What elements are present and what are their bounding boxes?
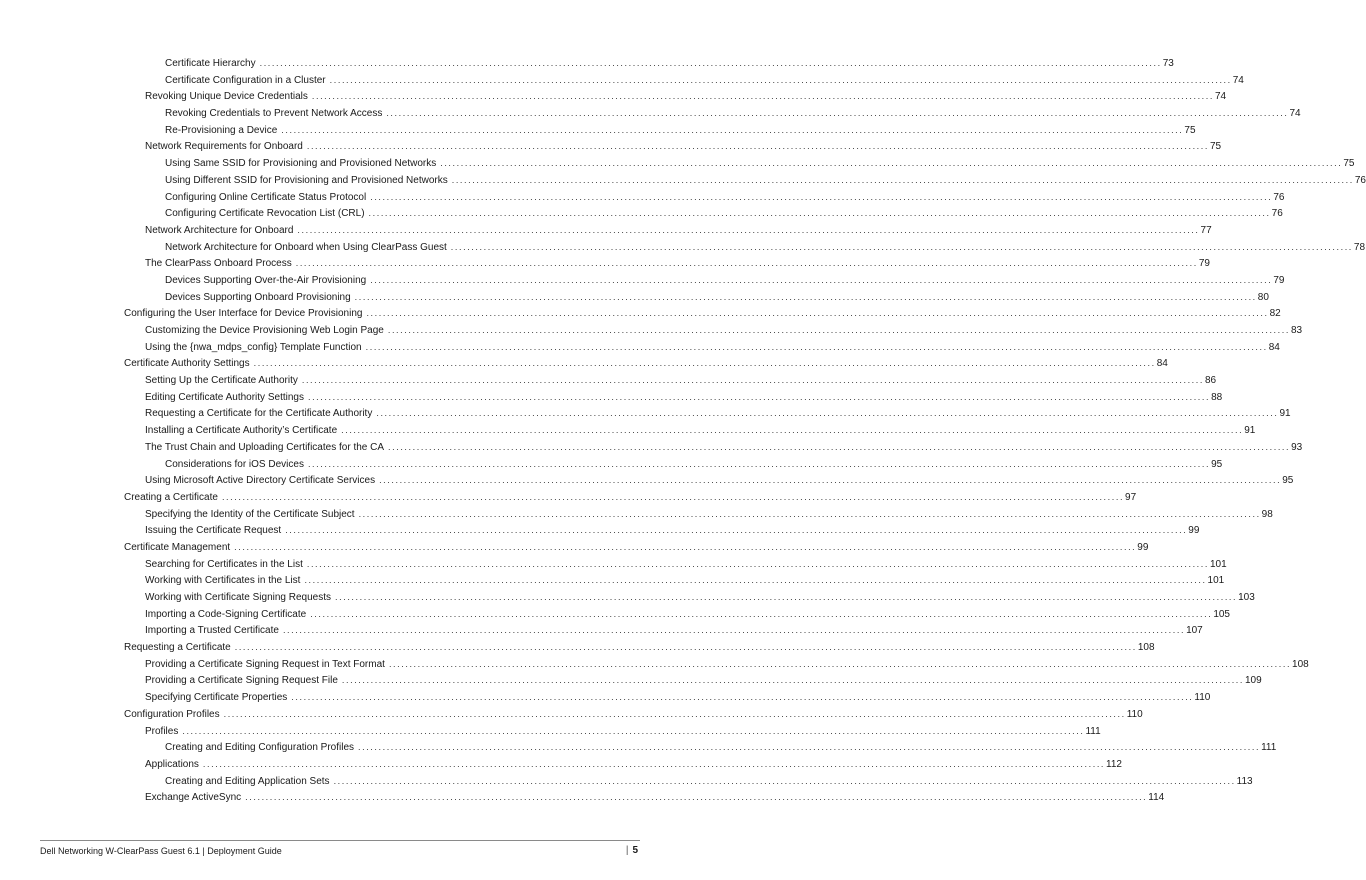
dot-leader: ............................................................................................................................................................................................................................: [358, 508, 1261, 519]
toc-entry[interactable]: [124, 706, 1143, 723]
dot-leader: ............................................................................................................................................................................................................................: [304, 575, 1207, 586]
dot-leader: ............................................................................................................................................................................................................................: [307, 458, 1211, 469]
toc-entry[interactable]: [124, 255, 1210, 272]
toc-entry[interactable]: [124, 322, 1303, 339]
toc-entry-page[interactable]: 110: [1194, 692, 1211, 704]
dot-leader: ............................................................................................................................................................................................................................: [440, 158, 1343, 169]
toc-entry-page[interactable]: 111: [1261, 742, 1277, 754]
toc-entry-title[interactable]: Customizing the Device Provisioning Web Login Page: [145, 325, 384, 336]
dot-leader: ............................................................................................................................................................................................................................: [259, 58, 1162, 68]
toc-entry[interactable]: [124, 155, 1355, 172]
toc-entry-page[interactable]: 74: [1289, 108, 1301, 120]
toc-entry-title[interactable]: Creating and Editing Configuration Profiles: [165, 742, 354, 754]
toc-entry[interactable]: [124, 472, 1294, 489]
toc-entry[interactable]: [124, 72, 1244, 89]
dot-leader: ............................................................................................................................................................................................................................: [295, 258, 1198, 269]
toc-entry[interactable]: [124, 272, 1285, 289]
toc-entry-title[interactable]: Devices Supporting Onboard Provisioning: [165, 291, 351, 303]
footer-page: [626, 845, 638, 856]
toc-entry-page[interactable]: 93: [1291, 441, 1303, 453]
dot-leader: ............................................................................................................................................................................................................................: [451, 174, 1354, 185]
toc-entry[interactable]: [124, 305, 1281, 322]
dot-leader: ............................................................................................................................................................................................................................: [245, 792, 1148, 803]
dot-leader: ............................................................................................................................................................................................................................: [221, 491, 1125, 502]
toc-entry-page[interactable]: 105: [1213, 608, 1230, 620]
toc-entry-title[interactable]: Importing a Trusted Certificate: [145, 625, 279, 637]
toc-entry-page[interactable]: 91: [1279, 408, 1291, 420]
dot-leader: ............................................................................................................................................................................................................................: [386, 108, 1289, 119]
dot-leader: ............................................................................................................................................................................................................................: [450, 241, 1353, 252]
dot-leader: ............................................................................................................................................................................................................................: [358, 742, 1261, 753]
toc-entry-page[interactable]: 86: [1204, 375, 1217, 387]
toc-entry-page[interactable]: 78: [1353, 241, 1366, 253]
toc-entry[interactable]: [124, 506, 1273, 523]
toc-entry-title[interactable]: Requesting a Certificate for the Certificate Authority: [145, 408, 373, 420]
toc-entry-title[interactable]: Specifying the Identity of the Certificate Subject: [145, 508, 355, 520]
toc-entry[interactable]: [124, 372, 1217, 389]
dot-leader: ............................................................................................................................................................................................................................: [341, 675, 1244, 686]
toc-entry[interactable]: [124, 172, 1366, 189]
toc-entry-title[interactable]: Network Requirements for Onboard: [145, 141, 303, 153]
toc-entry[interactable]: [124, 606, 1230, 623]
toc-entry-title[interactable]: Applications: [145, 758, 199, 770]
toc-entry-title[interactable]: Considerations for iOS Devices: [165, 458, 304, 470]
dot-leader: ............................................................................................................................................................................................................................: [370, 191, 1273, 202]
toc-entry-page[interactable]: 99: [1188, 525, 1200, 537]
dot-leader: ............................................................................................................................................................................................................................: [365, 341, 1268, 352]
toc-entry-page[interactable]: 83: [1290, 325, 1303, 336]
toc-entry-page[interactable]: 76: [1271, 208, 1283, 220]
dot-leader: ............................................................................................................................................................................................................................: [341, 425, 1244, 436]
toc-entry-page[interactable]: 107: [1186, 625, 1203, 637]
toc-entry-title[interactable]: Exchange ActiveSync: [145, 792, 242, 804]
toc-entry-title[interactable]: Importing a Code-Signing Certificate: [145, 608, 307, 620]
dot-leader: ............................................................................................................................................................................................................................: [329, 74, 1232, 85]
toc-entry[interactable]: [124, 138, 1222, 155]
toc-entry-title[interactable]: Requesting a Certificate: [124, 642, 231, 654]
toc-entry-page[interactable]: 74: [1232, 74, 1244, 86]
dot-leader: ............................................................................................................................................................................................................................: [281, 124, 1184, 135]
toc-entry[interactable]: [124, 572, 1225, 589]
toc-entry[interactable]: [124, 422, 1256, 439]
dot-leader: ............................................................................................................................................................................................................................: [307, 391, 1211, 402]
toc-entry-page[interactable]: 80: [1257, 291, 1269, 303]
toc-entry[interactable]: [124, 389, 1223, 406]
toc-entry-title[interactable]: Using Microsoft Active Directory Certificate Services: [145, 475, 376, 487]
toc-entry-title[interactable]: Issuing the Certificate Request: [145, 525, 282, 537]
dot-leader: ............................................................................................................................................................................................................................: [234, 642, 1137, 653]
toc-entry-title[interactable]: Configuring Certificate Revocation List (CRL): [165, 208, 365, 220]
dot-leader: ............................................................................................................................................................................................................................: [310, 608, 1213, 619]
toc-entry[interactable]: [124, 672, 1262, 689]
toc-entry[interactable]: [124, 773, 1253, 790]
dot-leader: ............................................................................................................................................................................................................................: [388, 658, 1292, 669]
toc-entry-page[interactable]: 88: [1211, 391, 1223, 403]
toc-entry-title[interactable]: Configuring Online Certificate Status Protocol: [165, 191, 367, 203]
dot-leader: ............................................................................................................................................................................................................................: [223, 708, 1126, 719]
toc-entry-title[interactable]: Working with Certificates in the List: [145, 575, 301, 587]
dot-leader: ............................................................................................................................................................................................................................: [311, 91, 1214, 102]
toc-entry[interactable]: [124, 489, 1137, 506]
dot-leader: ............................................................................................................................................................................................................................: [301, 375, 1204, 386]
toc-entry-title[interactable]: The ClearPass Onboard Process: [145, 258, 292, 270]
toc-entry-title[interactable]: Devices Supporting Over-the-Air Provisioning: [165, 274, 367, 286]
dot-leader: ............................................................................................................................................................................................................................: [253, 358, 1156, 369]
toc-entry-title[interactable]: Searching for Certificates in the List: [145, 558, 303, 570]
toc-entry-page[interactable]: 75: [1343, 158, 1355, 170]
toc-entry[interactable]: [124, 723, 1101, 740]
toc-entry[interactable]: [124, 289, 1269, 306]
toc-entry-page[interactable]: 103: [1238, 592, 1255, 603]
dot-leader: ............................................................................................................................................................................................................................: [388, 441, 1291, 452]
toc-entry-page[interactable]: 113: [1236, 775, 1253, 787]
footer-separator: |: [625, 845, 629, 856]
toc-entry-title[interactable]: Editing Certificate Authority Settings: [145, 391, 304, 403]
footer-doc-title: Dell Networking W-ClearPass Guest 6.1 | Deployment Guide: [40, 846, 282, 856]
toc-entry-title[interactable]: Providing a Certificate Signing Request in Text Format: [145, 658, 385, 670]
toc-entry-page[interactable]: 75: [1209, 141, 1222, 153]
toc-entry[interactable]: [124, 589, 1255, 606]
toc-entry-title[interactable]: Setting Up the Certificate Authority: [145, 375, 298, 387]
toc-entry-title[interactable]: Revoking Unique Device Credentials: [145, 91, 308, 103]
toc-entry-page[interactable]: 111: [1085, 725, 1101, 737]
toc-entry-title[interactable]: Creating a Certificate: [124, 491, 218, 503]
dot-leader: ............................................................................................................................................................................................................................: [333, 775, 1236, 786]
dot-leader: ............................................................................................................................................................................................................................: [182, 725, 1085, 736]
toc-entry-title[interactable]: Specifying Certificate Properties: [145, 692, 288, 704]
toc-entry-title[interactable]: Profiles: [145, 725, 179, 737]
dot-leader: ............................................................................................................................................................................................................................: [297, 224, 1200, 235]
toc-entry[interactable]: [124, 239, 1366, 256]
table-of-contents: [124, 55, 1366, 806]
toc-entry-title[interactable]: Certificate Hierarchy: [165, 58, 256, 69]
toc-entry-title[interactable]: Working with Certificate Signing Requests: [145, 592, 332, 603]
dot-leader: ............................................................................................................................................................................................................................: [370, 274, 1273, 285]
toc-entry[interactable]: [124, 622, 1203, 639]
dot-leader: ............................................................................................................................................................................................................................: [387, 325, 1290, 335]
toc-entry-page[interactable]: 97: [1125, 491, 1137, 503]
toc-entry-title[interactable]: Using the {nwa_mdps_config} Template Function: [145, 341, 362, 353]
footer-divider: [40, 840, 640, 841]
toc-entry-page[interactable]: 77: [1200, 224, 1212, 236]
toc-entry-page[interactable]: 109: [1245, 675, 1262, 687]
dot-leader: ............................................................................................................................................................................................................................: [285, 525, 1188, 536]
toc-entry[interactable]: [124, 456, 1223, 473]
toc-entry-page[interactable]: 108: [1137, 642, 1155, 654]
toc-entry-page[interactable]: 110: [1126, 708, 1143, 720]
toc-entry-page[interactable]: 84: [1268, 341, 1280, 353]
toc-entry-page[interactable]: 101: [1209, 558, 1227, 570]
footer-page-number: 5: [632, 845, 638, 856]
toc-entry-page[interactable]: 84: [1156, 358, 1168, 370]
toc-entry-title[interactable]: Certificate Management: [124, 541, 231, 553]
toc-entry-title[interactable]: Using Different SSID for Provisioning and Provisioned Networks: [165, 174, 448, 186]
toc-entry-title[interactable]: Network Architecture for Onboard: [145, 224, 294, 236]
toc-entry-title[interactable]: Configuration Profiles: [124, 708, 220, 720]
toc-entry[interactable]: [124, 122, 1196, 139]
toc-entry[interactable]: [124, 789, 1165, 806]
toc-entry-title[interactable]: Installing a Certificate Authority’s Certificate: [145, 425, 338, 437]
toc-entry[interactable]: [124, 756, 1122, 773]
toc-entry-page[interactable]: 101: [1207, 575, 1225, 587]
toc-entry[interactable]: [124, 739, 1277, 756]
toc-entry[interactable]: [124, 339, 1280, 356]
toc-entry-page[interactable]: 82: [1269, 308, 1281, 320]
toc-entry[interactable]: [124, 222, 1212, 239]
toc-entry-page[interactable]: 108: [1292, 658, 1309, 670]
dot-leader: ............................................................................................................................................................................................................................: [306, 141, 1209, 152]
toc-entry[interactable]: [124, 522, 1200, 539]
toc-entry[interactable]: [124, 639, 1155, 656]
toc-entry-title[interactable]: Providing a Certificate Signing Request File: [145, 675, 338, 687]
dot-leader: ............................................................................................................................................................................................................................: [202, 758, 1106, 769]
toc-entry-title[interactable]: Using Same SSID for Provisioning and Provisioned Networks: [165, 158, 437, 170]
toc-entry[interactable]: [124, 88, 1227, 105]
toc-entry-page[interactable]: 73: [1162, 58, 1174, 69]
toc-entry-page[interactable]: 75: [1184, 124, 1196, 136]
toc-entry-title[interactable]: The Trust Chain and Uploading Certificates for the CA: [145, 441, 385, 453]
toc-entry[interactable]: [124, 105, 1301, 122]
toc-entry[interactable]: [124, 689, 1211, 706]
dot-leader: ............................................................................................................................................................................................................................: [335, 592, 1238, 602]
toc-entry[interactable]: [124, 539, 1149, 556]
toc-entry[interactable]: [124, 405, 1291, 422]
toc-entry-title[interactable]: Certificate Configuration in a Cluster: [165, 74, 326, 86]
toc-entry[interactable]: [124, 556, 1227, 573]
toc-entry-page[interactable]: 79: [1198, 258, 1210, 270]
toc-entry-title[interactable]: Revoking Credentials to Prevent Network Access: [165, 108, 383, 120]
dot-leader: ............................................................................................................................................................................................................................: [234, 541, 1137, 552]
toc-entry-page[interactable]: 99: [1137, 541, 1149, 553]
toc-entry-page[interactable]: 112: [1106, 758, 1122, 770]
toc-entry-title[interactable]: Certificate Authority Settings: [124, 358, 250, 370]
toc-entry-title[interactable]: Creating and Editing Application Sets: [165, 775, 330, 787]
dot-leader: ............................................................................................................................................................................................................................: [376, 408, 1279, 419]
toc-entry[interactable]: [124, 355, 1168, 372]
toc-entry-page[interactable]: 91: [1244, 425, 1256, 437]
toc-entry[interactable]: [124, 439, 1303, 456]
toc-entry-page[interactable]: 79: [1273, 274, 1285, 286]
dot-leader: ............................................................................................................................................................................................................................: [368, 208, 1271, 219]
toc-entry-title[interactable]: Configuring the User Interface for Device Provisioning: [124, 308, 363, 320]
toc-entry-page[interactable]: 76: [1354, 174, 1366, 186]
toc-entry-title[interactable]: Network Architecture for Onboard when Using ClearPass Guest: [165, 241, 447, 253]
toc-entry[interactable]: [124, 205, 1283, 222]
dot-leader: ............................................................................................................................................................................................................................: [379, 475, 1282, 486]
toc-entry-page[interactable]: 95: [1282, 475, 1294, 487]
dot-leader: ............................................................................................................................................................................................................................: [306, 558, 1209, 569]
dot-leader: ............................................................................................................................................................................................................................: [366, 308, 1269, 319]
toc-entry-page[interactable]: 95: [1211, 458, 1223, 470]
dot-leader: ............................................................................................................................................................................................................................: [354, 291, 1257, 302]
toc-entry[interactable]: [124, 189, 1285, 206]
toc-entry-page[interactable]: 74: [1214, 91, 1227, 103]
toc-entry[interactable]: [124, 55, 1174, 72]
toc-entry-page[interactable]: 98: [1261, 508, 1273, 520]
dot-leader: ............................................................................................................................................................................................................................: [282, 625, 1186, 636]
toc-entry-page[interactable]: 114: [1148, 792, 1165, 804]
toc-entry-page[interactable]: 76: [1273, 191, 1285, 203]
dot-leader: ............................................................................................................................................................................................................................: [291, 692, 1194, 703]
toc-entry[interactable]: [124, 656, 1309, 673]
toc-entry-title[interactable]: Re-Provisioning a Device: [165, 124, 278, 136]
